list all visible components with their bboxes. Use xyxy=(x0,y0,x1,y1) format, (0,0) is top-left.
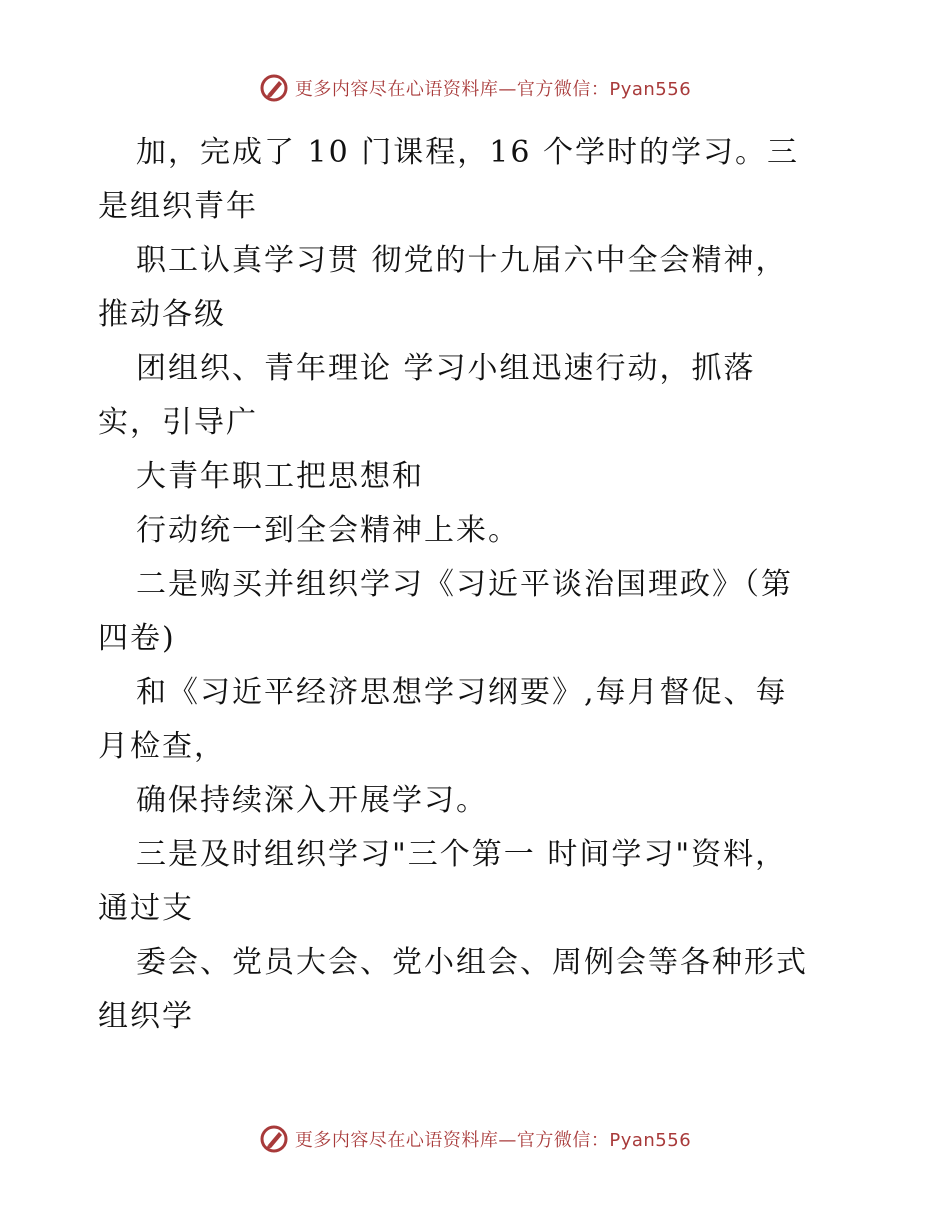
text-line: 通过支 xyxy=(98,891,194,926)
text-line: 加，完成了 10 门课程，16 个学时的学习。三 xyxy=(136,135,799,170)
text-line: 团组织、青年理论 学习小组迅速行动，抓落 xyxy=(136,351,756,386)
text-line: 三是及时组织学习"三个第一 时间学习"资料， xyxy=(136,837,788,872)
text-line: 确保持续深入开展学习。 xyxy=(136,783,488,818)
watermark-text: 更多内容尽在心语资料库—官方微信：Pyan556 xyxy=(294,1130,692,1151)
text-line: 组织学 xyxy=(98,999,194,1034)
document-body xyxy=(98,126,858,1044)
text-line: 和《习近平经济思想学习纲要》,每月督促、每 xyxy=(136,675,788,710)
footer-watermark xyxy=(0,1124,950,1154)
text-line: 月检查， xyxy=(98,729,226,764)
text-line: 四卷) xyxy=(98,621,176,656)
text-line: 推动各级 xyxy=(98,297,226,332)
watermark-text: 更多内容尽在心语资料库—官方微信：Pyan556 xyxy=(294,79,692,100)
text-line: 二是购买并组织学习《习近平谈治国理政》（第 xyxy=(136,567,793,602)
text-line: 行动统一到全会精神上来。 xyxy=(136,513,520,548)
text-line: 委会、党员大会、党小组会、周例会等各种形式 xyxy=(136,945,808,980)
text-line: 是组织青年 xyxy=(98,189,258,224)
header-watermark xyxy=(0,73,950,103)
text-line: 大青年职工把思想和 xyxy=(136,459,424,494)
pen-seal-icon xyxy=(259,73,289,103)
text-line: 实，引导广 xyxy=(98,405,258,440)
pen-seal-icon xyxy=(259,1124,289,1154)
text-line: 职工认真学习贯 彻党的十九届六中全会精神， xyxy=(136,243,788,278)
